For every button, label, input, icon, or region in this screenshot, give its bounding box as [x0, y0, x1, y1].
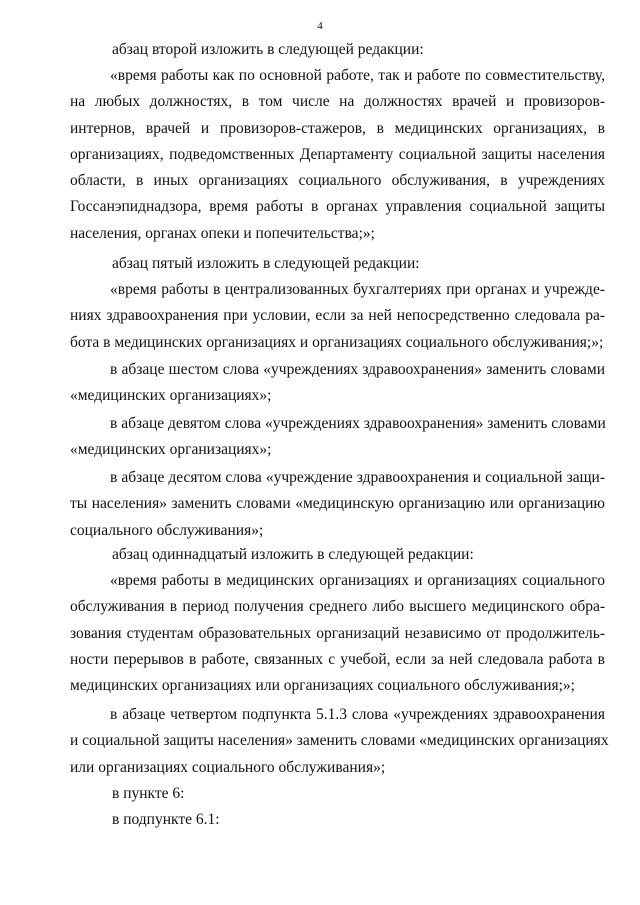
text-line: бота в медицинских организациях и организациях социального обслуживания;»;	[70, 333, 604, 351]
text-line: в абзаце девятом слова «учреждениях здравоохранения» заменить словами	[110, 415, 606, 432]
paragraph-subitem-6-1: в подпункте 6.1:	[112, 811, 220, 828]
text-line: обслуживания в период получения среднего либо высшего медицинского обра-	[70, 598, 605, 616]
paragraph-item-6: в пункте 6:	[112, 785, 185, 802]
text-line: «медицинских организациях»;	[70, 387, 272, 405]
paragraph-quote-2	[70, 277, 605, 356]
paragraph-instruction-2: абзац пятый изложить в следующей редакции:	[112, 255, 420, 272]
text-line: ности перерывов в работе, связанных с учебой, если за ней следовала работа в	[70, 650, 605, 668]
text-line: интернов, врачей и провизоров-стажеров, в медицинских организациях, в	[70, 119, 605, 137]
text-line: или организациях социального обслуживания»;	[70, 758, 386, 776]
paragraph-quote-1	[70, 63, 605, 247]
paragraph-instruction-3: абзац одиннадцатый изложить в следующей редакции:	[112, 546, 474, 563]
paragraph-amendment-1	[70, 357, 605, 410]
text-line: зования студентам образовательных организаций независимо от продолжитель-	[70, 624, 605, 642]
text-line: ниях здравоохранения при условии, если за ней непосредственно следовала ра-	[70, 307, 605, 325]
text-line: в абзаце десятом слова «учреждение здравоохранения и социальной защи-	[110, 469, 605, 486]
text-line: «время работы как по основной работе, так и работе по совместительству,	[110, 67, 605, 84]
text-line: медицинских организациях или организациях социального обслуживания;»;	[70, 677, 575, 695]
text-line: области, в иных организациях социального обслуживания, в учреждениях	[70, 172, 605, 190]
text-line: организациях, подведомственных Департаменту социальной защиты населения	[70, 145, 605, 163]
paragraph-amendment-3	[70, 465, 605, 544]
text-line: «время работы в централизованных бухгалтериях при органах и учрежде-	[110, 281, 605, 298]
paragraph-quote-3	[70, 568, 605, 699]
text-line: и социальной защиты населения» заменить словами «медицинских организациях	[70, 732, 609, 750]
paragraph-amendment-4	[70, 702, 609, 781]
text-line: «время работы в медицинских организациях и организациях социального	[110, 572, 605, 589]
page-number: 4	[317, 20, 323, 32]
paragraph-instruction-1: абзац второй изложить в следующей редакции:	[112, 41, 424, 58]
text-line: в абзаце шестом слова «учреждениях здравоохранения» заменить словами	[110, 361, 605, 378]
paragraph-amendment-2	[70, 411, 605, 464]
text-line: ты населения» заменить словами «медицинскую организацию или организацию	[70, 495, 605, 513]
text-line: в абзаце четвертом подпункта 5.1.3 слова «учреждениях здравоохранения	[110, 706, 605, 723]
text-line: Госсанэпиднадзора, время работы в органах управления социальной защиты	[70, 198, 605, 216]
text-line: на любых должностях, в том числе на должностях врачей и провизоров-	[70, 93, 605, 111]
text-line: населения, органах опеки и попечительства;»;	[70, 224, 375, 242]
text-line: социального обслуживания»;	[70, 521, 264, 539]
text-line: «медицинских организациях»;	[70, 441, 272, 459]
